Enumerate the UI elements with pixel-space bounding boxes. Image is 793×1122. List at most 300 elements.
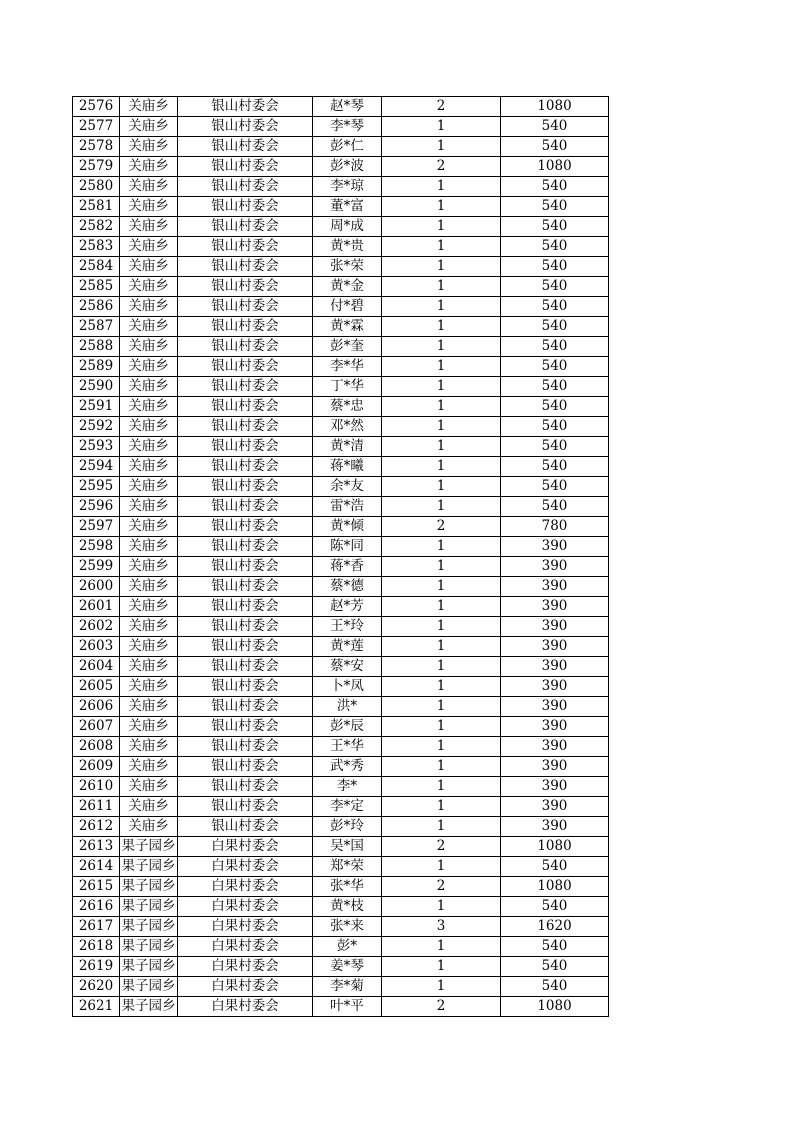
village-committee-cell: 银山村委会 — [178, 237, 313, 257]
township-cell: 关庙乡 — [120, 737, 178, 757]
row-number-cell: 2589 — [73, 357, 120, 377]
name-cell: 彭*奎 — [313, 337, 382, 357]
row-number-cell: 2600 — [73, 577, 120, 597]
name-cell: 洪* — [313, 697, 382, 717]
table-row — [73, 577, 609, 597]
count-cell: 1 — [382, 817, 501, 837]
name-cell: 彭*辰 — [313, 717, 382, 737]
row-number-cell: 2597 — [73, 517, 120, 537]
township-cell: 关庙乡 — [120, 437, 178, 457]
row-number-cell: 2592 — [73, 417, 120, 437]
township-cell: 关庙乡 — [120, 657, 178, 677]
village-committee-cell: 银山村委会 — [178, 697, 313, 717]
row-number-cell: 2579 — [73, 157, 120, 177]
name-cell: 黄*枝 — [313, 897, 382, 917]
amount-cell: 540 — [501, 417, 609, 437]
table-row — [73, 777, 609, 797]
table-row — [73, 977, 609, 997]
village-committee-cell: 银山村委会 — [178, 777, 313, 797]
count-cell: 1 — [382, 457, 501, 477]
village-committee-cell: 白果村委会 — [178, 917, 313, 937]
table-row — [73, 717, 609, 737]
data-table — [72, 96, 609, 1017]
table-row — [73, 917, 609, 937]
village-committee-cell: 银山村委会 — [178, 477, 313, 497]
count-cell: 2 — [382, 517, 501, 537]
amount-cell: 390 — [501, 797, 609, 817]
village-committee-cell: 白果村委会 — [178, 997, 313, 1017]
township-cell: 果子园乡 — [120, 897, 178, 917]
row-number-cell: 2599 — [73, 557, 120, 577]
village-committee-cell: 白果村委会 — [178, 957, 313, 977]
amount-cell: 540 — [501, 977, 609, 997]
village-committee-cell: 银山村委会 — [178, 637, 313, 657]
row-number-cell: 2604 — [73, 657, 120, 677]
table-row — [73, 697, 609, 717]
village-committee-cell: 银山村委会 — [178, 377, 313, 397]
row-number-cell: 2617 — [73, 917, 120, 937]
count-cell: 1 — [382, 497, 501, 517]
row-number-cell: 2619 — [73, 957, 120, 977]
table-row — [73, 757, 609, 777]
township-cell: 果子园乡 — [120, 937, 178, 957]
count-cell: 1 — [382, 617, 501, 637]
township-cell: 果子园乡 — [120, 857, 178, 877]
village-committee-cell: 银山村委会 — [178, 597, 313, 617]
row-number-cell: 2602 — [73, 617, 120, 637]
township-cell: 关庙乡 — [120, 597, 178, 617]
village-committee-cell: 银山村委会 — [178, 557, 313, 577]
count-cell: 1 — [382, 797, 501, 817]
township-cell: 关庙乡 — [120, 797, 178, 817]
township-cell: 关庙乡 — [120, 357, 178, 377]
count-cell: 1 — [382, 957, 501, 977]
row-number-cell: 2620 — [73, 977, 120, 997]
table-row — [73, 337, 609, 357]
amount-cell: 540 — [501, 117, 609, 137]
amount-cell: 540 — [501, 257, 609, 277]
village-committee-cell: 银山村委会 — [178, 177, 313, 197]
amount-cell: 540 — [501, 237, 609, 257]
count-cell: 1 — [382, 737, 501, 757]
count-cell: 2 — [382, 837, 501, 857]
amount-cell: 1080 — [501, 157, 609, 177]
row-number-cell: 2576 — [73, 97, 120, 117]
name-cell: 卜*凤 — [313, 677, 382, 697]
row-number-cell: 2603 — [73, 637, 120, 657]
township-cell: 关庙乡 — [120, 417, 178, 437]
amount-cell: 540 — [501, 277, 609, 297]
amount-cell: 390 — [501, 557, 609, 577]
amount-cell: 1080 — [501, 97, 609, 117]
name-cell: 黄*倾 — [313, 517, 382, 537]
name-cell: 李*琴 — [313, 117, 382, 137]
row-number-cell: 2606 — [73, 697, 120, 717]
village-committee-cell: 银山村委会 — [178, 437, 313, 457]
amount-cell: 1080 — [501, 837, 609, 857]
name-cell: 王*华 — [313, 737, 382, 757]
township-cell: 关庙乡 — [120, 617, 178, 637]
township-cell: 关庙乡 — [120, 157, 178, 177]
township-cell: 关庙乡 — [120, 677, 178, 697]
table-row — [73, 497, 609, 517]
township-cell: 关庙乡 — [120, 97, 178, 117]
row-number-cell: 2590 — [73, 377, 120, 397]
amount-cell: 540 — [501, 897, 609, 917]
township-cell: 关庙乡 — [120, 237, 178, 257]
name-cell: 彭* — [313, 937, 382, 957]
amount-cell: 390 — [501, 777, 609, 797]
village-committee-cell: 白果村委会 — [178, 937, 313, 957]
name-cell: 姜*琴 — [313, 957, 382, 977]
count-cell: 2 — [382, 157, 501, 177]
table-row — [73, 637, 609, 657]
amount-cell: 1080 — [501, 997, 609, 1017]
name-cell: 彭*波 — [313, 157, 382, 177]
table-row — [73, 297, 609, 317]
township-cell: 关庙乡 — [120, 637, 178, 657]
table-row — [73, 877, 609, 897]
row-number-cell: 2621 — [73, 997, 120, 1017]
table-row — [73, 997, 609, 1017]
table-row — [73, 537, 609, 557]
name-cell: 黄*莲 — [313, 637, 382, 657]
amount-cell: 540 — [501, 297, 609, 317]
name-cell: 张*来 — [313, 917, 382, 937]
row-number-cell: 2607 — [73, 717, 120, 737]
table-row — [73, 457, 609, 477]
township-cell: 关庙乡 — [120, 177, 178, 197]
name-cell: 陈*同 — [313, 537, 382, 557]
village-committee-cell: 银山村委会 — [178, 117, 313, 137]
count-cell: 1 — [382, 537, 501, 557]
township-cell: 关庙乡 — [120, 477, 178, 497]
count-cell: 1 — [382, 397, 501, 417]
count-cell: 1 — [382, 757, 501, 777]
row-number-cell: 2577 — [73, 117, 120, 137]
table-row — [73, 237, 609, 257]
row-number-cell: 2613 — [73, 837, 120, 857]
amount-cell: 390 — [501, 677, 609, 697]
name-cell: 叶*平 — [313, 997, 382, 1017]
village-committee-cell: 银山村委会 — [178, 137, 313, 157]
township-cell: 关庙乡 — [120, 137, 178, 157]
township-cell: 关庙乡 — [120, 777, 178, 797]
table-row — [73, 737, 609, 757]
table-row — [73, 417, 609, 437]
table-row — [73, 97, 609, 117]
row-number-cell: 2586 — [73, 297, 120, 317]
table-row — [73, 197, 609, 217]
table-row — [73, 377, 609, 397]
row-number-cell: 2596 — [73, 497, 120, 517]
count-cell: 1 — [382, 317, 501, 337]
row-number-cell: 2616 — [73, 897, 120, 917]
count-cell: 1 — [382, 237, 501, 257]
table-body — [73, 97, 609, 1017]
amount-cell: 540 — [501, 957, 609, 977]
village-committee-cell: 银山村委会 — [178, 537, 313, 557]
row-number-cell: 2583 — [73, 237, 120, 257]
row-number-cell: 2598 — [73, 537, 120, 557]
row-number-cell: 2595 — [73, 477, 120, 497]
township-cell: 关庙乡 — [120, 197, 178, 217]
township-cell: 果子园乡 — [120, 977, 178, 997]
township-cell: 关庙乡 — [120, 497, 178, 517]
count-cell: 1 — [382, 597, 501, 617]
amount-cell: 390 — [501, 577, 609, 597]
row-number-cell: 2610 — [73, 777, 120, 797]
count-cell: 1 — [382, 437, 501, 457]
village-committee-cell: 白果村委会 — [178, 877, 313, 897]
amount-cell: 390 — [501, 817, 609, 837]
name-cell: 蔡*德 — [313, 577, 382, 597]
township-cell: 果子园乡 — [120, 837, 178, 857]
township-cell: 果子园乡 — [120, 877, 178, 897]
village-committee-cell: 银山村委会 — [178, 337, 313, 357]
table-row — [73, 117, 609, 137]
amount-cell: 540 — [501, 177, 609, 197]
name-cell: 张*荣 — [313, 257, 382, 277]
amount-cell: 540 — [501, 317, 609, 337]
village-committee-cell: 银山村委会 — [178, 757, 313, 777]
row-number-cell: 2612 — [73, 817, 120, 837]
village-committee-cell: 银山村委会 — [178, 277, 313, 297]
village-committee-cell: 银山村委会 — [178, 517, 313, 537]
row-number-cell: 2594 — [73, 457, 120, 477]
township-cell: 关庙乡 — [120, 337, 178, 357]
name-cell: 黄*贵 — [313, 237, 382, 257]
row-number-cell: 2588 — [73, 337, 120, 357]
count-cell: 1 — [382, 697, 501, 717]
row-number-cell: 2582 — [73, 217, 120, 237]
name-cell: 彭*仁 — [313, 137, 382, 157]
amount-cell: 1620 — [501, 917, 609, 937]
village-committee-cell: 白果村委会 — [178, 837, 313, 857]
amount-cell: 1080 — [501, 877, 609, 897]
village-committee-cell: 银山村委会 — [178, 797, 313, 817]
township-cell: 关庙乡 — [120, 537, 178, 557]
table-row — [73, 937, 609, 957]
row-number-cell: 2593 — [73, 437, 120, 457]
name-cell: 董*富 — [313, 197, 382, 217]
count-cell: 1 — [382, 477, 501, 497]
amount-cell: 540 — [501, 437, 609, 457]
count-cell: 1 — [382, 557, 501, 577]
row-number-cell: 2591 — [73, 397, 120, 417]
name-cell: 赵*芳 — [313, 597, 382, 617]
township-cell: 关庙乡 — [120, 277, 178, 297]
village-committee-cell: 银山村委会 — [178, 817, 313, 837]
count-cell: 1 — [382, 197, 501, 217]
name-cell: 李*菊 — [313, 977, 382, 997]
village-committee-cell: 银山村委会 — [178, 497, 313, 517]
amount-cell: 390 — [501, 637, 609, 657]
table-row — [73, 397, 609, 417]
township-cell: 关庙乡 — [120, 217, 178, 237]
count-cell: 2 — [382, 97, 501, 117]
row-number-cell: 2614 — [73, 857, 120, 877]
village-committee-cell: 银山村委会 — [178, 617, 313, 637]
name-cell: 黄*霖 — [313, 317, 382, 337]
count-cell: 1 — [382, 777, 501, 797]
village-committee-cell: 银山村委会 — [178, 677, 313, 697]
table-row — [73, 517, 609, 537]
name-cell: 黄*清 — [313, 437, 382, 457]
row-number-cell: 2611 — [73, 797, 120, 817]
village-committee-cell: 银山村委会 — [178, 97, 313, 117]
name-cell: 王*玲 — [313, 617, 382, 637]
township-cell: 关庙乡 — [120, 257, 178, 277]
village-committee-cell: 银山村委会 — [178, 657, 313, 677]
row-number-cell: 2618 — [73, 937, 120, 957]
count-cell: 1 — [382, 357, 501, 377]
name-cell: 蔡*安 — [313, 657, 382, 677]
count-cell: 2 — [382, 997, 501, 1017]
name-cell: 赵*琴 — [313, 97, 382, 117]
name-cell: 李*琼 — [313, 177, 382, 197]
village-committee-cell: 银山村委会 — [178, 197, 313, 217]
township-cell: 关庙乡 — [120, 557, 178, 577]
amount-cell: 540 — [501, 477, 609, 497]
table-row — [73, 817, 609, 837]
township-cell: 关庙乡 — [120, 577, 178, 597]
row-number-cell: 2601 — [73, 597, 120, 617]
township-cell: 果子园乡 — [120, 957, 178, 977]
name-cell: 李* — [313, 777, 382, 797]
count-cell: 1 — [382, 117, 501, 137]
amount-cell: 390 — [501, 617, 609, 637]
amount-cell: 540 — [501, 217, 609, 237]
amount-cell: 390 — [501, 657, 609, 677]
amount-cell: 540 — [501, 857, 609, 877]
village-committee-cell: 白果村委会 — [178, 897, 313, 917]
name-cell: 蔡*忠 — [313, 397, 382, 417]
township-cell: 关庙乡 — [120, 457, 178, 477]
row-number-cell: 2609 — [73, 757, 120, 777]
count-cell: 1 — [382, 137, 501, 157]
township-cell: 关庙乡 — [120, 377, 178, 397]
name-cell: 吴*国 — [313, 837, 382, 857]
row-number-cell: 2578 — [73, 137, 120, 157]
amount-cell: 540 — [501, 497, 609, 517]
count-cell: 1 — [382, 257, 501, 277]
table-row — [73, 217, 609, 237]
village-committee-cell: 银山村委会 — [178, 357, 313, 377]
name-cell: 丁*华 — [313, 377, 382, 397]
table-row — [73, 477, 609, 497]
count-cell: 1 — [382, 297, 501, 317]
township-cell: 果子园乡 — [120, 997, 178, 1017]
township-cell: 关庙乡 — [120, 117, 178, 137]
table-row — [73, 177, 609, 197]
table-row — [73, 897, 609, 917]
amount-cell: 540 — [501, 457, 609, 477]
name-cell: 付*碧 — [313, 297, 382, 317]
count-cell: 1 — [382, 977, 501, 997]
township-cell: 关庙乡 — [120, 697, 178, 717]
name-cell: 余*友 — [313, 477, 382, 497]
township-cell: 关庙乡 — [120, 297, 178, 317]
amount-cell: 390 — [501, 597, 609, 617]
count-cell: 2 — [382, 877, 501, 897]
township-cell: 关庙乡 — [120, 317, 178, 337]
village-committee-cell: 银山村委会 — [178, 717, 313, 737]
table-row — [73, 957, 609, 977]
amount-cell: 390 — [501, 697, 609, 717]
table-row — [73, 557, 609, 577]
name-cell: 周*成 — [313, 217, 382, 237]
name-cell: 蒋*香 — [313, 557, 382, 577]
amount-cell: 390 — [501, 717, 609, 737]
village-committee-cell: 银山村委会 — [178, 297, 313, 317]
row-number-cell: 2615 — [73, 877, 120, 897]
village-committee-cell: 银山村委会 — [178, 217, 313, 237]
township-cell: 关庙乡 — [120, 517, 178, 537]
amount-cell: 540 — [501, 937, 609, 957]
table-row — [73, 657, 609, 677]
village-committee-cell: 银山村委会 — [178, 317, 313, 337]
amount-cell: 540 — [501, 357, 609, 377]
village-committee-cell: 银山村委会 — [178, 417, 313, 437]
count-cell: 1 — [382, 857, 501, 877]
table-row — [73, 797, 609, 817]
name-cell: 张*华 — [313, 877, 382, 897]
township-cell: 关庙乡 — [120, 397, 178, 417]
name-cell: 李*华 — [313, 357, 382, 377]
village-committee-cell: 银山村委会 — [178, 577, 313, 597]
table-row — [73, 617, 609, 637]
table-row — [73, 837, 609, 857]
count-cell: 1 — [382, 217, 501, 237]
township-cell: 关庙乡 — [120, 757, 178, 777]
row-number-cell: 2584 — [73, 257, 120, 277]
row-number-cell: 2581 — [73, 197, 120, 217]
count-cell: 1 — [382, 637, 501, 657]
table-row — [73, 137, 609, 157]
village-committee-cell: 白果村委会 — [178, 857, 313, 877]
table-row — [73, 677, 609, 697]
amount-cell: 390 — [501, 537, 609, 557]
township-cell: 果子园乡 — [120, 917, 178, 937]
amount-cell: 540 — [501, 377, 609, 397]
amount-cell: 540 — [501, 137, 609, 157]
count-cell: 1 — [382, 657, 501, 677]
name-cell: 武*秀 — [313, 757, 382, 777]
table-row — [73, 437, 609, 457]
name-cell: 邓*然 — [313, 417, 382, 437]
row-number-cell: 2608 — [73, 737, 120, 757]
table-row — [73, 357, 609, 377]
name-cell: 彭*玲 — [313, 817, 382, 837]
row-number-cell: 2585 — [73, 277, 120, 297]
count-cell: 1 — [382, 417, 501, 437]
village-committee-cell: 银山村委会 — [178, 157, 313, 177]
name-cell: 黄*金 — [313, 277, 382, 297]
table-row — [73, 277, 609, 297]
table-row — [73, 157, 609, 177]
amount-cell: 540 — [501, 397, 609, 417]
village-committee-cell: 银山村委会 — [178, 257, 313, 277]
name-cell: 蒋*曦 — [313, 457, 382, 477]
amount-cell: 540 — [501, 197, 609, 217]
row-number-cell: 2587 — [73, 317, 120, 337]
table-row — [73, 857, 609, 877]
count-cell: 1 — [382, 577, 501, 597]
village-committee-cell: 银山村委会 — [178, 397, 313, 417]
count-cell: 1 — [382, 937, 501, 957]
amount-cell: 780 — [501, 517, 609, 537]
